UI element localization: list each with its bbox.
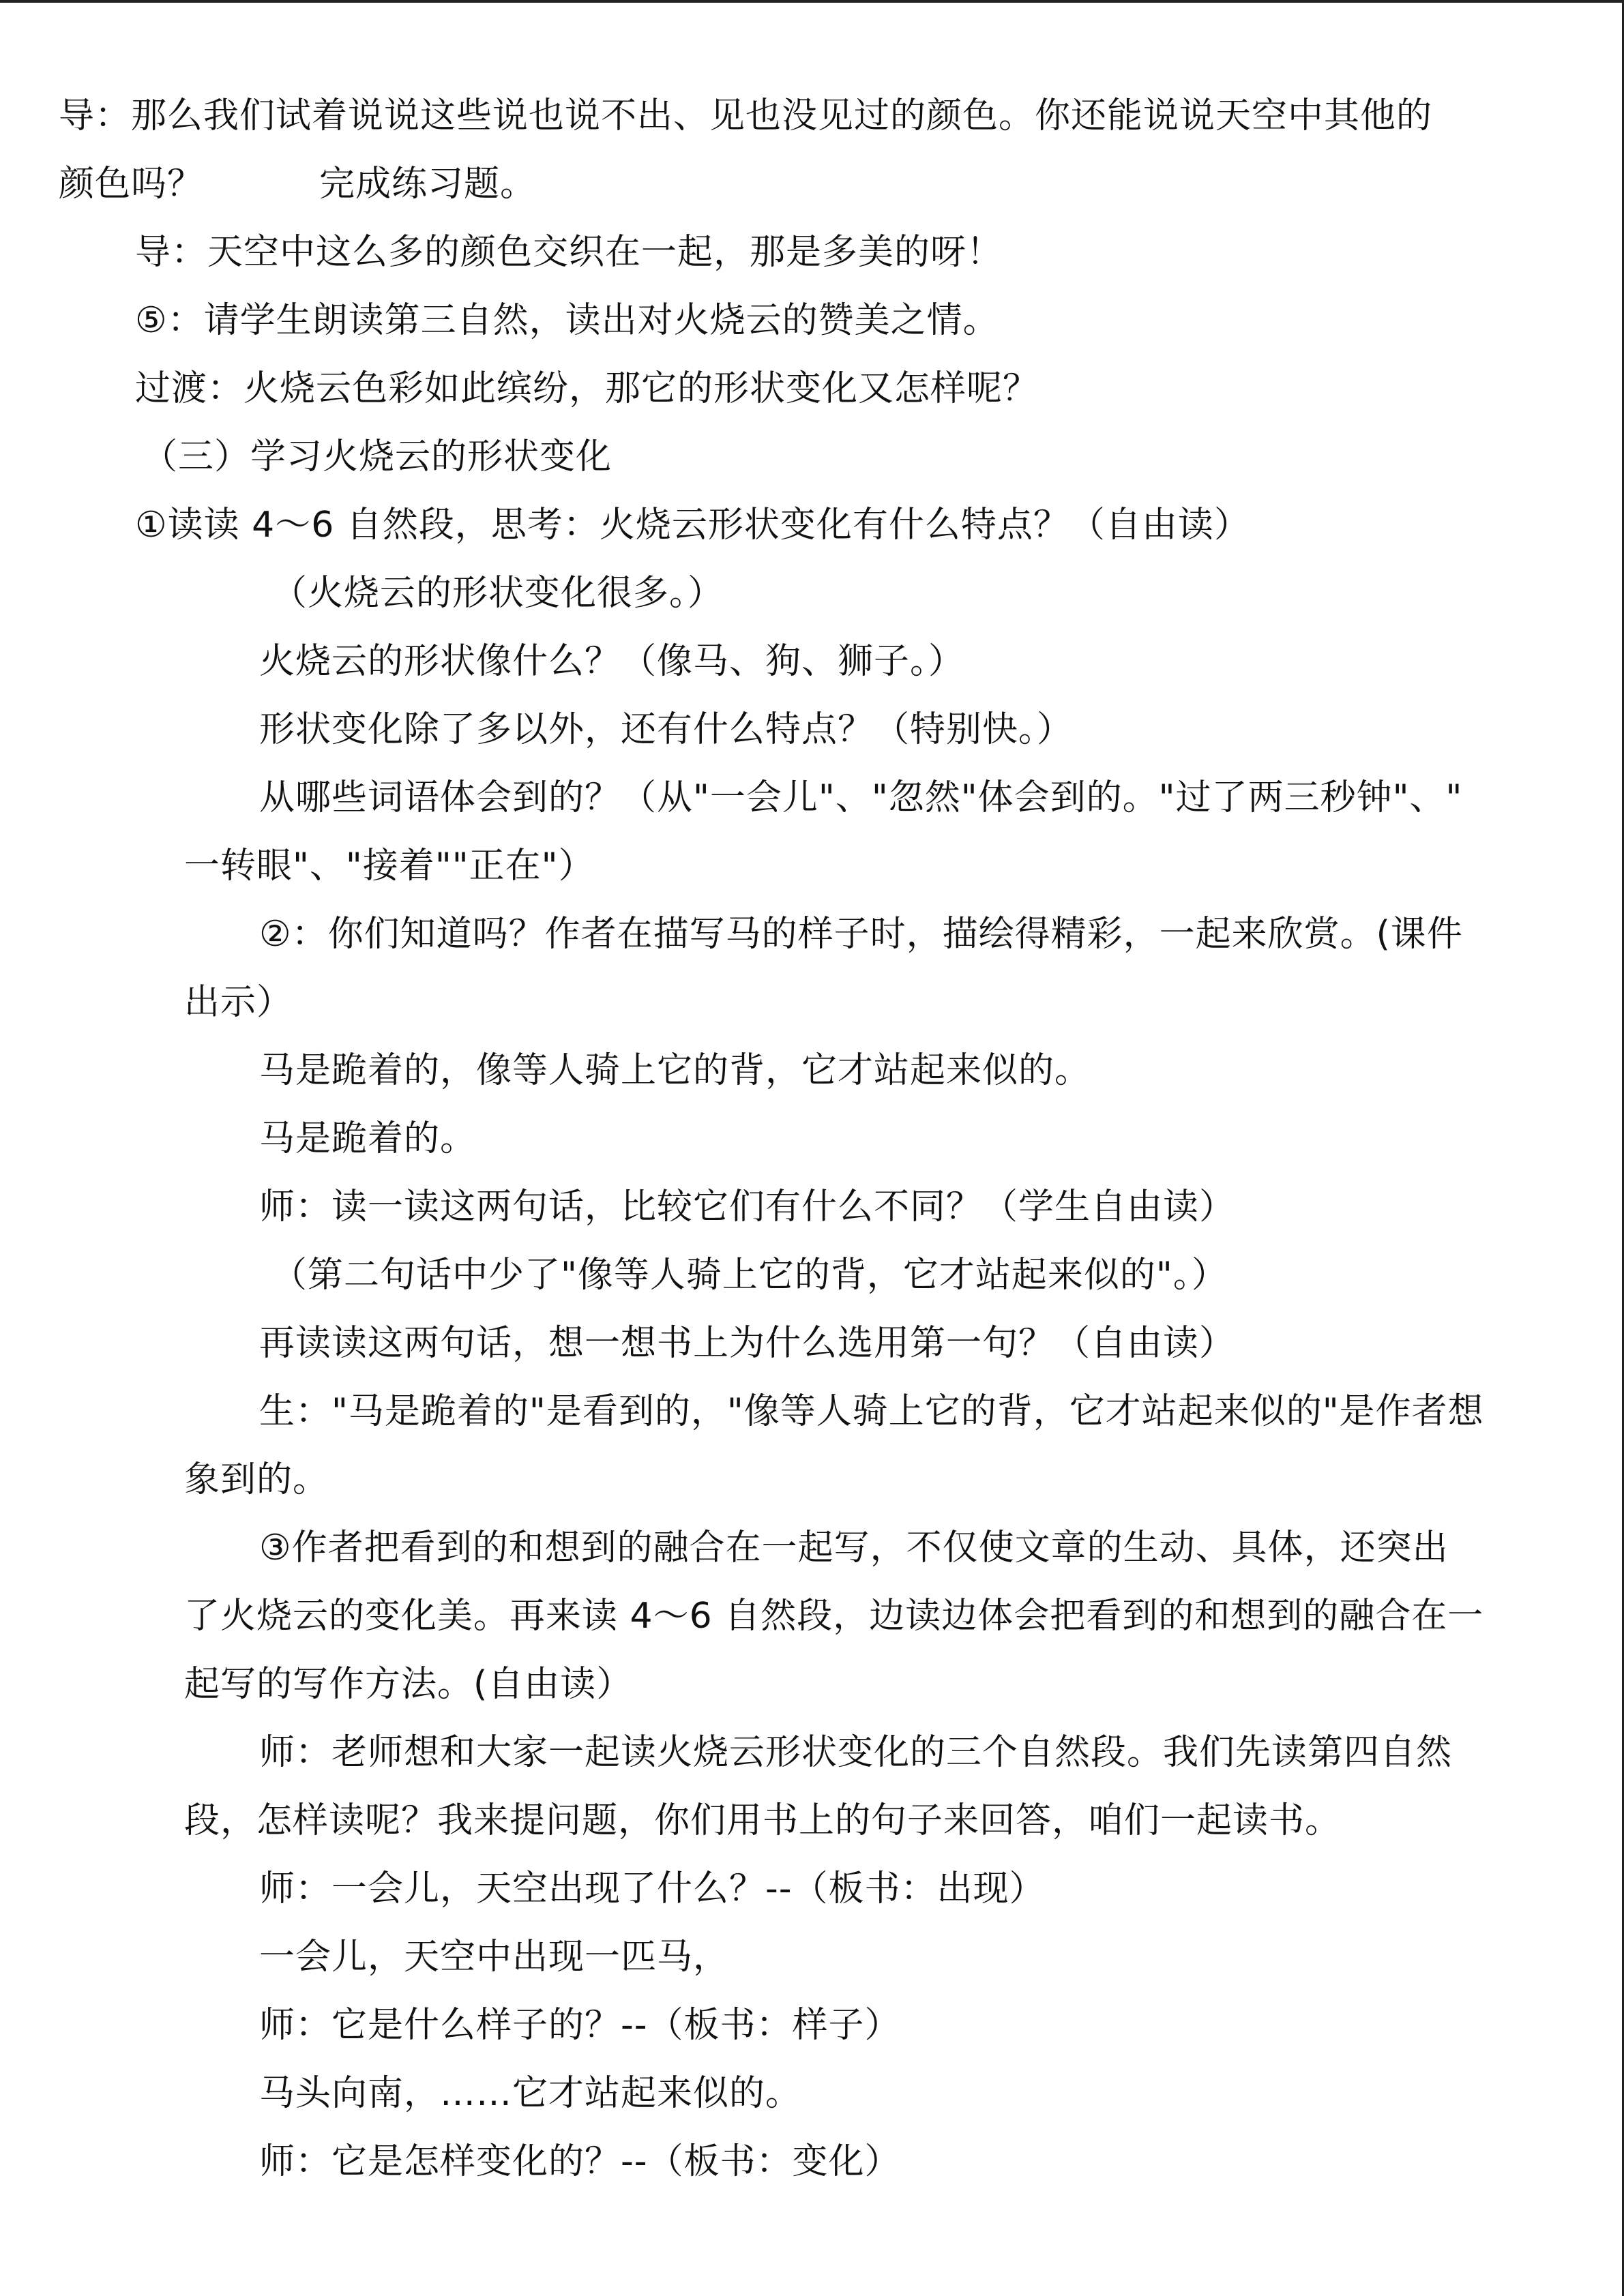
- section-heading: （三）学习火烧云的形状变化: [142, 436, 612, 477]
- text-line-part: 完成练习题。: [319, 164, 537, 205]
- text-line: 一转眼"、"接着""正在"）: [184, 846, 595, 886]
- text-line: 生："马是跪着的"是看到的，"像等人骑上它的背，它才站起来似的"是作者想: [259, 1391, 1484, 1432]
- text-line: 导：那么我们试着说说这些说也说不出、见也没见过的颜色。你还能说说天空中其他的: [59, 95, 1433, 136]
- text-line: 过渡：火烧云色彩如此缤纷，那它的形状变化又怎样呢？: [135, 368, 1039, 409]
- text-line: ①读读 4～6 自然段，思考：火烧云形状变化有什么特点？（自由读）: [135, 505, 1250, 546]
- text-line: 马是跪着的，像等人骑上它的背，它才站起来似的。: [259, 1050, 1091, 1091]
- top-border: [0, 0, 1624, 3]
- text-line: 起写的写作方法。(自由读）: [184, 1664, 633, 1705]
- text-line: ⑤：请学生朗读第三自然，读出对火烧云的赞美之情。: [135, 300, 999, 341]
- text-line: 马头向南，……它才站起来似的。: [259, 2073, 802, 2114]
- text-line: 师：读一读这两句话，比较它们有什么不同？（学生自由读）: [259, 1187, 1236, 1227]
- text-line-part: 颜色吗？: [59, 164, 204, 205]
- text-line: 了火烧云的变化美。再来读 4～6 自然段，边读边体会把看到的和想到的融合在一: [184, 1596, 1484, 1637]
- text-line: 段，怎样读呢？我来提问题，你们用书上的句子来回答，咱们一起读书。: [184, 1800, 1342, 1841]
- text-line: 火烧云的形状像什么？（像马、狗、狮子。）: [259, 641, 965, 682]
- text-line: 师：它是怎样变化的？--（板书：变化）: [259, 2141, 901, 2182]
- text-line: 师：它是什么样子的？--（板书：样子）: [259, 2005, 901, 2046]
- text-line: （第二句话中少了"像等人骑上它的背，它才站起来似的"。）: [271, 1255, 1228, 1296]
- text-line: 导：天空中这么多的颜色交织在一起，那是多美的呀！: [135, 232, 1003, 273]
- text-line: 一会儿，天空中出现一匹马，: [259, 1937, 730, 1978]
- text-line: ③作者把看到的和想到的融合在一起写，不仅使文章的生动、具体，还突出: [259, 1527, 1449, 1568]
- text-line: 从哪些词语体会到的？（从"一会儿"、"忽然"体会到的。"过了两三秒钟"、": [259, 777, 1463, 818]
- text-line: 再读读这两句话，想一想书上为什么选用第一句？（自由读）: [259, 1323, 1236, 1364]
- text-line: 形状变化除了多以外，还有什么特点？（特别快。）: [259, 709, 1074, 750]
- text-line: 出示）: [184, 982, 293, 1023]
- text-line: 马是跪着的。: [259, 1118, 477, 1159]
- text-line: 师：一会儿，天空出现了什么？--（板书：出现）: [259, 1868, 1046, 1909]
- text-line: 象到的。: [184, 1459, 329, 1500]
- text-line: 师：老师想和大家一起读火烧云形状变化的三个自然段。我们先读第四自然: [259, 1732, 1453, 1773]
- text-line: ②：你们知道吗？作者在描写马的样子时，描绘得精彩，一起来欣赏。(课件: [259, 914, 1463, 955]
- text-line-with-gap: [59, 162, 536, 206]
- text-line: （火烧云的形状变化很多。）: [271, 573, 724, 614]
